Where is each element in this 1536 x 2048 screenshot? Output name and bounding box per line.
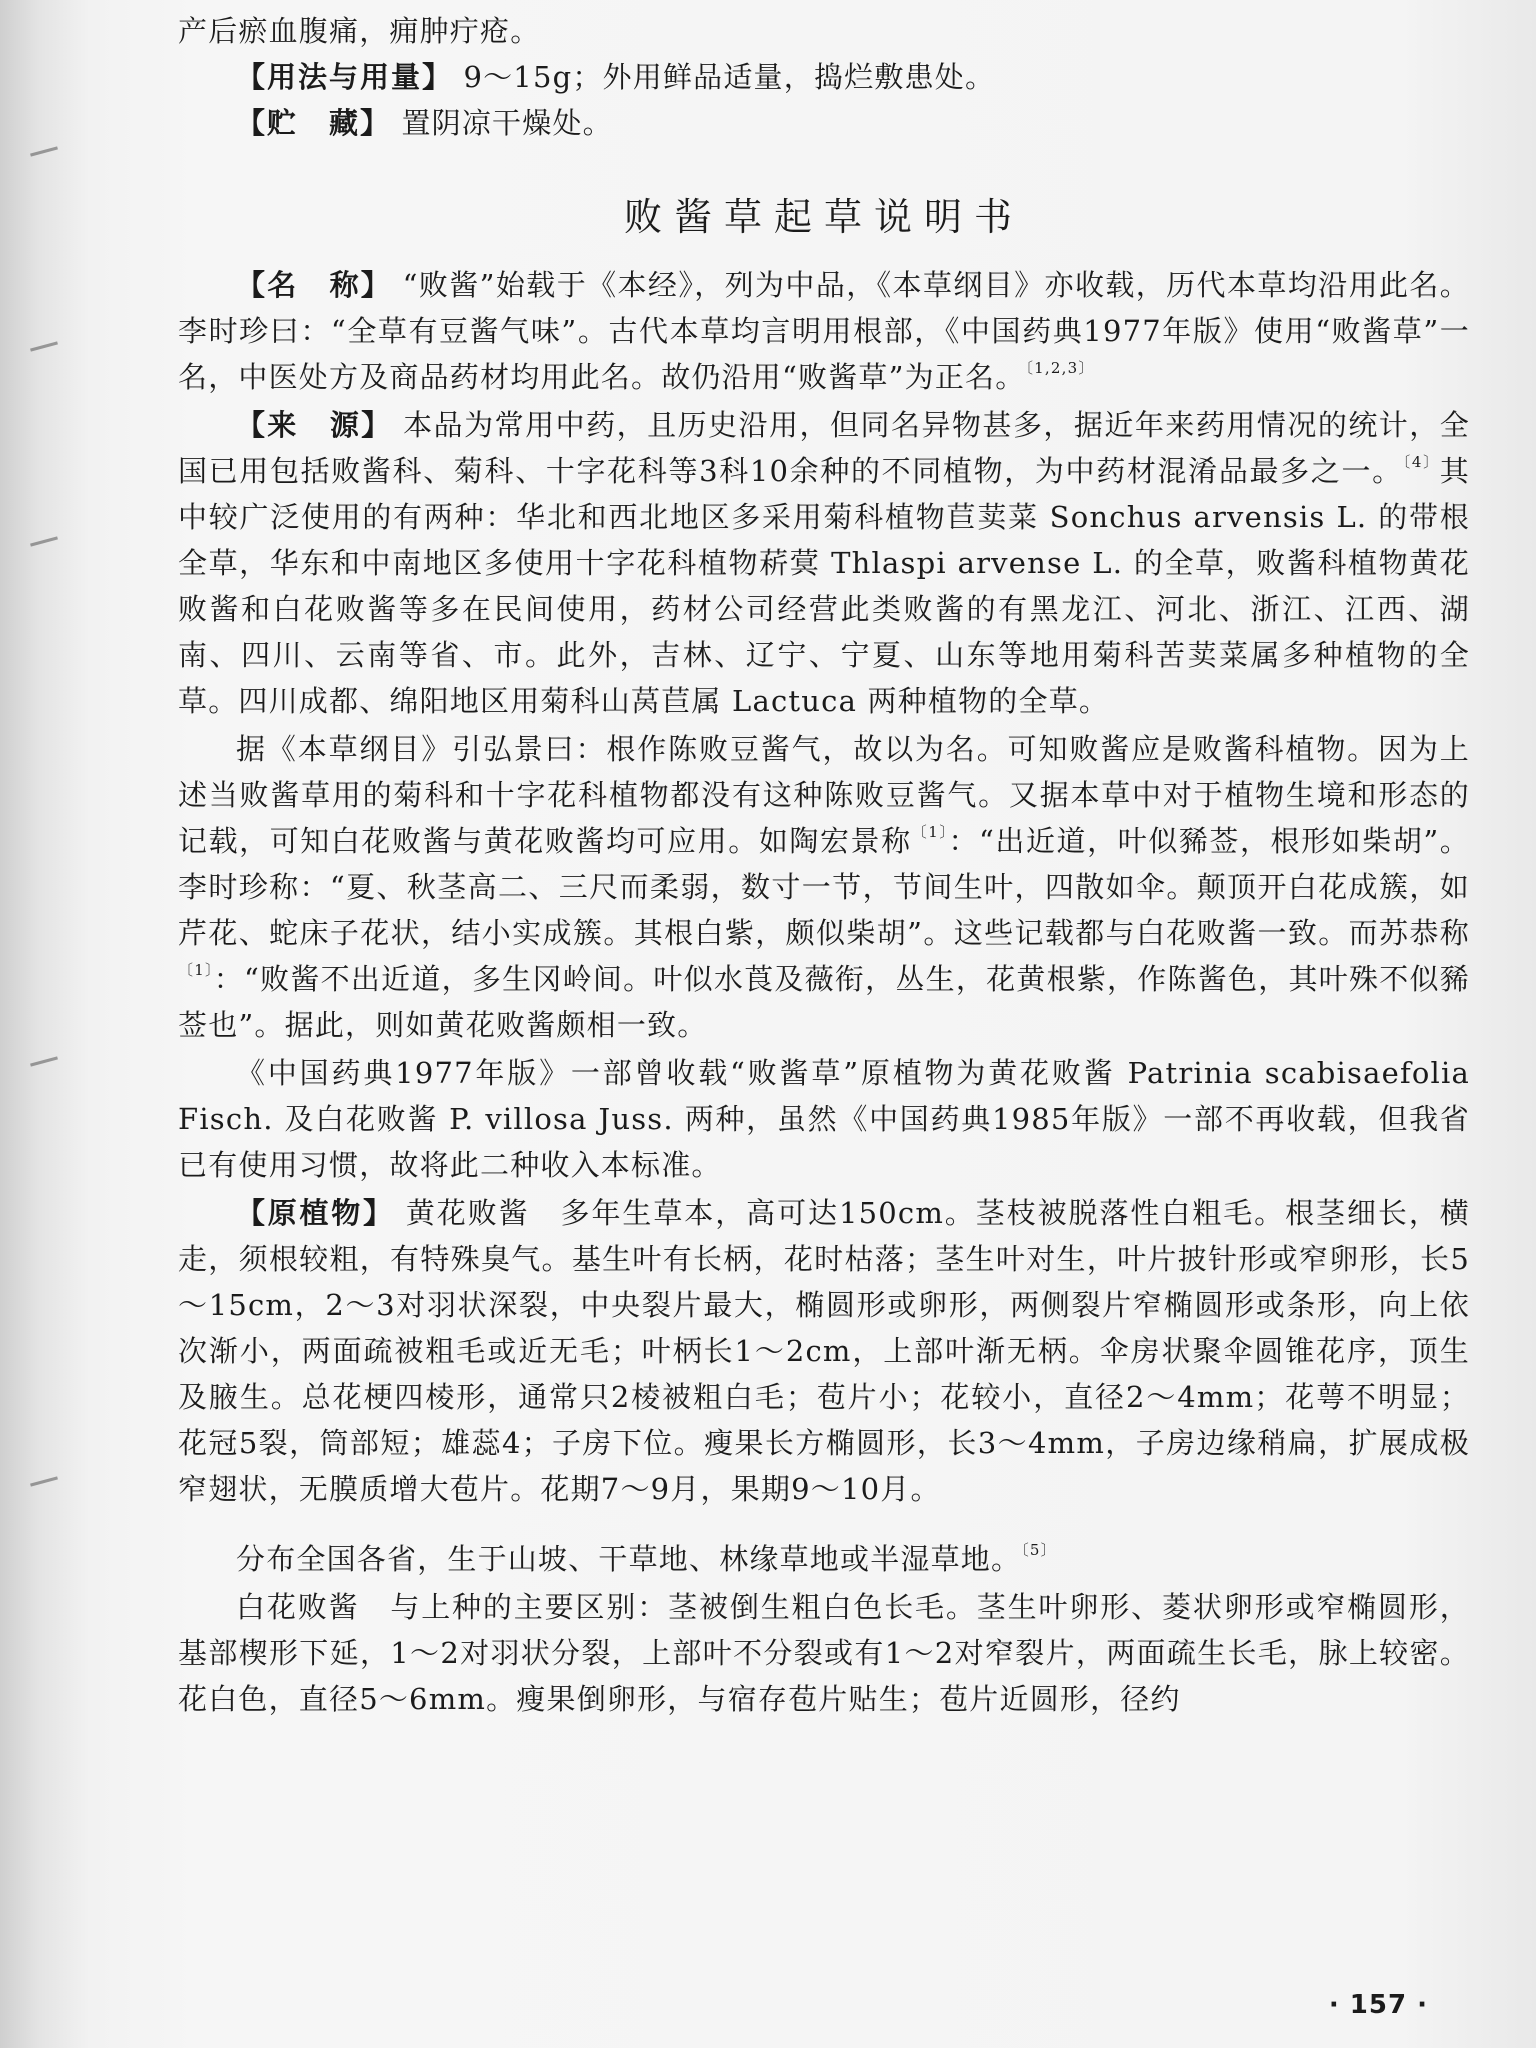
discussion-text-b: ：“出近道，叶似豨莶，根形如柴胡”。李时珍称：“夏、秋茎高二、三尺而柔弱，数寸一节，节间生叶，四散如伞。颠顶开白花成簇，如芹花、蛇床子花状，结小实成簇。其根白紫，颇似柴胡”。这些记载都与白花败酱一致。而苏恭称 — [178, 824, 1470, 950]
name-reference: 〔1,2,3〕 — [1025, 359, 1095, 377]
discussion-text-c: ：“败酱不出近道，多生冈岭间。叶似水莨及薇衔，丛生，花黄根紫，作陈酱色，其叶殊不似豨莶也”。据此，则如黄花败酱颇相一致。 — [178, 962, 1470, 1042]
pharmacopoeia-paragraph: 《中国药典1977年版》一部曾收载“败酱草”原植物为黄花败酱 Patrinia scabisaefolia Fisch. 及白花败酱 P. villosa Juss. 两种，虽然《中国药典1985年版》一部不再收载，但我省已有使用习惯，故将此二种收入本标准。 — [178, 1056, 1470, 1182]
distribution-reference: 〔5〕 — [1021, 1541, 1057, 1559]
name-label: 【名 称】 — [236, 268, 393, 302]
discussion-reference-1: 〔1〕 — [911, 823, 949, 841]
source-paragraph — [178, 402, 1470, 724]
plant-text: 黄花败酱 多年生草本，高可达150cm。茎枝被脱落性白粗毛。根茎细长，横走，须根较粗，有特殊臭气。基生叶有长柄，花时枯落；茎生叶对生，叶片披针形或窄卵形，长5～15cm，2～3对羽状深裂，中央裂片最大，椭圆形或卵形，两侧裂片窄椭圆形或条形，向上依次渐小，两面疏被粗毛或近无毛；叶柄长1～2cm，上部叶渐无柄。伞房状聚伞圆锥花序，顶生及腋生。总花梗四棱形，通常只2棱被粗白毛；苞片小；花较小，直径2～4mm；花萼不明显；花冠5裂，筒部短；雄蕊4；子房下位。瘦果长方椭圆形，长3～4mm，子房边缘稍扁，扩展成极窄翅状，无膜质增大苞片。花期7～9月，果期9～10月。 — [178, 1196, 1470, 1506]
storage-text: 置阴凉干燥处。 — [401, 106, 613, 140]
source-text-a: 本品为常用中药，且历史沿用，但同名异物甚多，据近年来药用情况的统计，全国已用包括败酱科、菊科、十字花科等3科10余种的不同植物，为中药材混淆品最多之一。 — [178, 408, 1470, 488]
binding-mark — [30, 341, 58, 351]
source-label: 【来 源】 — [236, 408, 393, 442]
page-content — [178, 8, 1470, 1722]
storage-paragraph — [178, 100, 1470, 146]
binding-mark — [30, 146, 58, 156]
discussion-text-a: 据《本草纲目》引弘景曰：根作陈败豆酱气，故以为名。可知败酱应是败酱科植物。因为上述当败酱草用的菊科和十字花科植物都没有这种陈败豆酱气。又据本草中对于植物生境和形态的记载，可知白花败酱与黄花败酱均可应用。如陶宏景称 — [178, 732, 1470, 858]
name-paragraph — [178, 262, 1470, 400]
usage-paragraph — [178, 54, 1470, 100]
binding-mark — [30, 536, 58, 546]
usage-label: 【用法与用量】 — [236, 60, 454, 94]
name-text: “败酱”始载于《本经》，列为中品，《本草纲目》亦收载，历代本草均沿用此名。李时珍曰：“全草有豆酱气味”。古代本草均言明用根部，《中国药典1977年版》使用“败酱草”一名，中医处方及商品药材均用此名。故仍沿用“败酱草”为正名。 — [178, 268, 1470, 394]
section-title: 败酱草起草说明书 — [623, 195, 1024, 239]
plant-label: 【原植物】 — [236, 1196, 395, 1230]
page-number: · 157 · — [1328, 1990, 1428, 2020]
plant-paragraph — [178, 1190, 1470, 1512]
distribution-paragraph — [178, 1536, 1470, 1582]
white-flower-paragraph: 白花败酱 与上种的主要区别：茎被倒生粗白色长毛。茎生叶卵形、菱状卵形或窄椭圆形，基部楔形下延，1～2对羽状分裂，上部叶不分裂或有1～2对窄裂片，两面疏生长毛，脉上较密。花白色，直径5～6mm。瘦果倒卵形，与宿存苞片贴生；苞片近圆形，径约 — [178, 1590, 1470, 1716]
binding-mark — [30, 1476, 58, 1486]
usage-text: 9～15g；外用鲜品适量，捣烂敷患处。 — [463, 60, 996, 94]
storage-label: 【贮 藏】 — [236, 106, 392, 140]
source-text-b: 其中较广泛使用的有两种：华北和西北地区多采用菊科植物苣荬菜 Sonchus arvensis L. 的带根全草，华东和中南地区多使用十字花科植物菥蓂 Thlaspi arvense L. 的全草，败酱科植物黄花败酱和白花败酱等多在民间使用，药材公司经营此类败酱的有黑龙江、河北、浙江、江西、湖南、四川、云南等省、市。此外，吉林、辽宁、宁夏、山东等地用菊科苦荬菜属多种植物的全草。四川成都、绵阳地区用菊科山莴苣属 Lactuca 两种植物的全草。 — [178, 454, 1470, 718]
source-reference: 〔4〕 — [1402, 453, 1440, 471]
discussion-reference-2: 〔1〕 — [178, 961, 214, 979]
distribution-text: 分布全国各省，生于山坡、干草地、林缘草地或半湿草地。 — [236, 1542, 1022, 1576]
binding-mark — [30, 1056, 58, 1066]
top-line: 产后瘀血腹痛，痈肿疔疮。 — [178, 14, 541, 48]
discussion-paragraph — [178, 726, 1470, 1048]
